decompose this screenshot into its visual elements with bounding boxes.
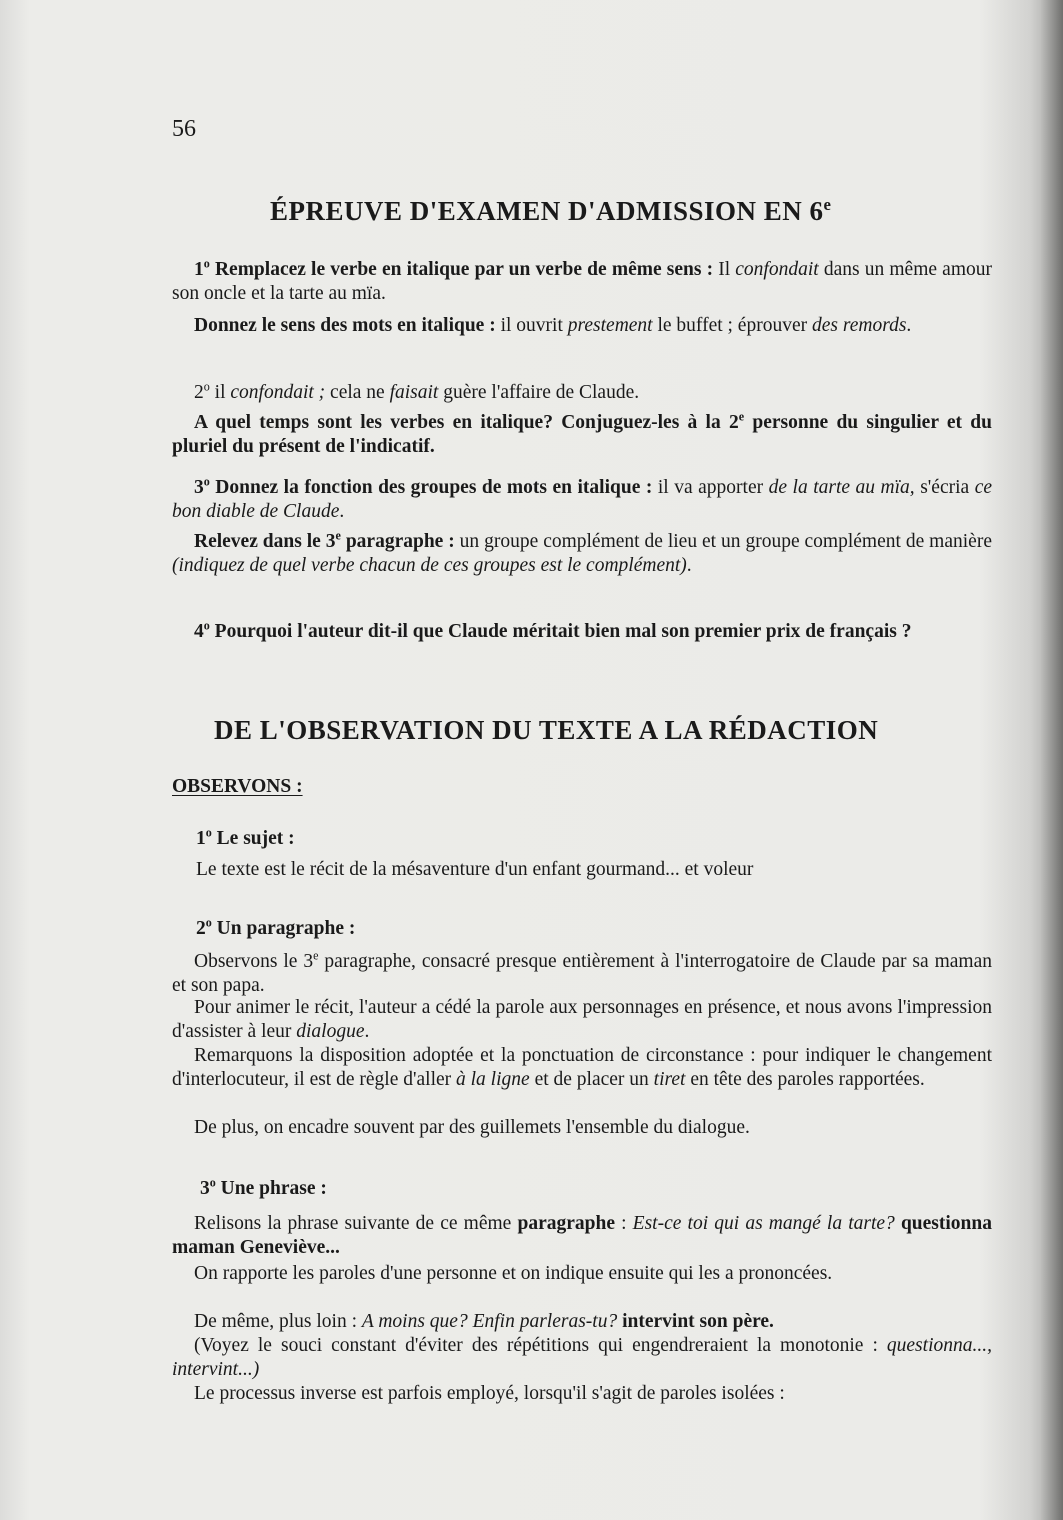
question-2: 2$^o$ il confondait ; cela ne faisait guère l'affaire de Claude. — [194, 379, 640, 403]
question-4: 4$^o$ Pourquoi l'auteur dit-il que Claude méritait bien mal son premier prix de français ? — [194, 618, 912, 642]
question-3b: Relevez dans le 3e paragraphe : un groupe complément de lieu et un groupe complément de manière (indiquez de quel verbe chacun de ces groupes est le complément). — [172, 528, 992, 576]
page-number: 56 — [172, 116, 196, 142]
observons-label: OBSERVONS : — [172, 776, 303, 797]
question-1: 1$^o$ Remplacez le verbe en italique par un verbe de même sens : Il confondait dans un même amour son oncle et la tarte au mïa. — [172, 256, 992, 304]
paragraphe-text-1: Observons le 3e paragraphe, consacré presque entièrement à l'interrogatoire de Claude par sa maman et son papa. — [172, 948, 992, 996]
question-2b: A quel temps sont les verbes en italique? Conjuguez-les à la 2e personne du singulier et du pluriel du présent de l'indicatif. — [172, 409, 992, 457]
subsection-paragraphe-title: 2$^o$ Un paragraphe : — [196, 915, 356, 939]
question-1b: Donnez le sens des mots en italique : il ouvrit prestement le buffet ; éprouver des remords. — [194, 315, 912, 336]
question-3: 3$^o$ Donnez la fonction des groupes de mots en italique : il va apporter de la tarte au mïa, s'écria ce bon diable de Claude. — [172, 474, 992, 522]
paragraphe-text-4: De plus, on encadre souvent par des guillemets l'ensemble du dialogue. — [194, 1117, 750, 1138]
subsection-sujet-title: 1$^o$ Le sujet : — [196, 825, 295, 849]
phrase-text-4: (Voyez le souci constant d'éviter des répétitions qui engendreraient la monotonie : questionna..., intervint...) — [172, 1335, 992, 1380]
paragraphe-text-2: Pour animer le récit, l'auteur a cédé la parole aux personnages en présence, et nous avons l'impression d'assister à leur dialogue. — [172, 997, 992, 1042]
section-title-epreuve: ÉPREUVE D'EXAMEN D'ADMISSION EN 6e — [270, 195, 832, 226]
subsection-phrase-title: 3$^o$ Une phrase : — [200, 1175, 327, 1199]
phrase-text-5: Le processus inverse est parfois employé, lorsqu'il s'agit de paroles isolées : — [194, 1383, 785, 1404]
phrase-text-2: On rapporte les paroles d'une personne et on indique ensuite qui les a prononcées. — [194, 1263, 833, 1284]
phrase-text-1: Relisons la phrase suivante de ce même paragraphe : Est-ce toi qui as mangé la tarte? questionna maman Geneviève... — [172, 1213, 992, 1258]
phrase-text-3: De même, plus loin : A moins que? Enfin parleras-tu? intervint son père. — [194, 1311, 774, 1332]
sujet-text: Le texte est le récit de la mésaventure d'un enfant gourmand... et voleur — [196, 859, 754, 880]
page-edge-shadow — [1041, 0, 1063, 1520]
paragraphe-text-3: Remarquons la disposition adoptée et la ponctuation de circonstance : pour indiquer le changement d'interlocuteur, il est de règle d'aller à la ligne et de placer un tiret en tête des paroles rapportées. — [172, 1045, 992, 1090]
section-title-observation: DE L'OBSERVATION DU TEXTE A LA RÉDACTION — [214, 715, 879, 745]
